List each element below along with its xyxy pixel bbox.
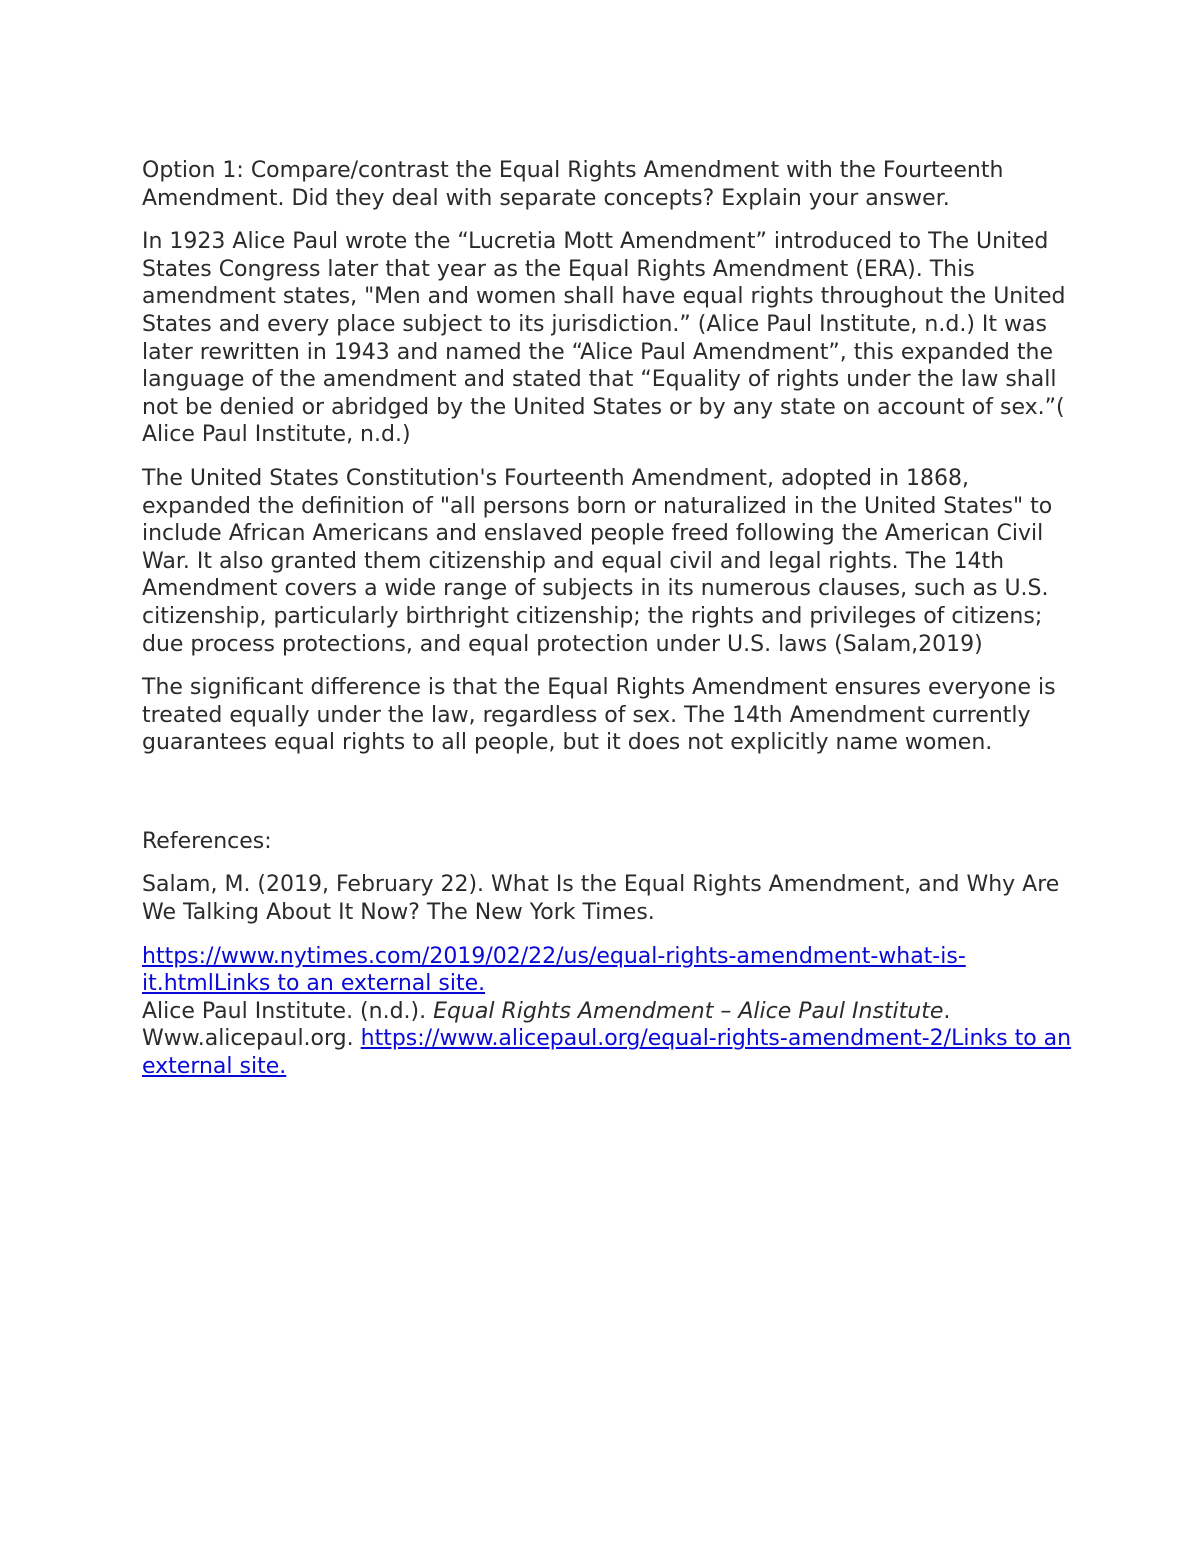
paragraph-era-history: In 1923 Alice Paul wrote the “Lucretia Mott Amendment” introduced to The United States Congress later that year as the Equal Rights Amendment (ERA). This amendment states, "Men and women shall have equal rights throughout the United States and every place subject to its jurisdiction.” (Alice Paul Institute, n.d.) It was later rewritten in 1943 and named the “Alice Paul Amendment”, this expanded the language of the amendment and stated that “Equality of rights under the law shall not be denied or abridged by the United States or by any state on account of sex.”( Alice Paul Institute, n.d.) — [142, 229, 1066, 448]
reference-alice-paul-site: . Www.alicepaul.org. — [142, 998, 951, 1052]
paragraph-significant-difference: The significant difference is that the Equal Rights Amendment ensures everyone is treated equally under the law, regardless of sex. The 14th Amendment currently guarantees equal rights to all people, but it does not explicitly name women. — [142, 675, 1056, 756]
assignment-prompt: Option 1: Compare/contrast the Equal Rights Amendment with the Fourteenth Amendment. Did they deal with separate concepts? Explain your answer. — [142, 158, 1004, 211]
reference-salam: Salam, M. (2019, February 22). What Is the Equal Rights Amendment, and Why Are We Talking About It Now? The New York Times. — [142, 872, 1060, 926]
reference-alice-paul-title: Equal Rights Amendment – Alice Paul Institute — [433, 998, 944, 1024]
alicepaul-link[interactable]: https://www.alicepaul.org/equal-rights-amendment-2/Links to an external site. — [142, 1026, 1072, 1080]
reference-salam-link-line — [142, 943, 1077, 998]
paragraph-fourteenth-amendment: The United States Constitution's Fourteenth Amendment, adopted in 1868, expanded the definition of "all persons born or naturalized in the United States" to include African Americans and enslaved people freed following the American Civil War. It also granted them citizenship and equal civil and legal rights. The 14th Amendment covers a wide range of subjects in its numerous clauses, such as U.S. citizenship, particularly birthright citizenship; the rights and privileges of citizens; due process protections, and equal protection under U.S. laws (Salam,2019) — [142, 465, 1053, 657]
reference-alice-paul — [142, 998, 1077, 1081]
blank-line — [142, 773, 1077, 828]
reference-alice-paul-prefix: Alice Paul Institute. (n.d.). — [142, 998, 434, 1024]
document-body — [142, 157, 1077, 1097]
nytimes-link[interactable]: https://www.nytimes.com/2019/02/22/us/equal-rights-amendment-what-is-it.htmlLinks to an external site. — [142, 943, 966, 997]
references-heading: References: — [142, 828, 272, 854]
